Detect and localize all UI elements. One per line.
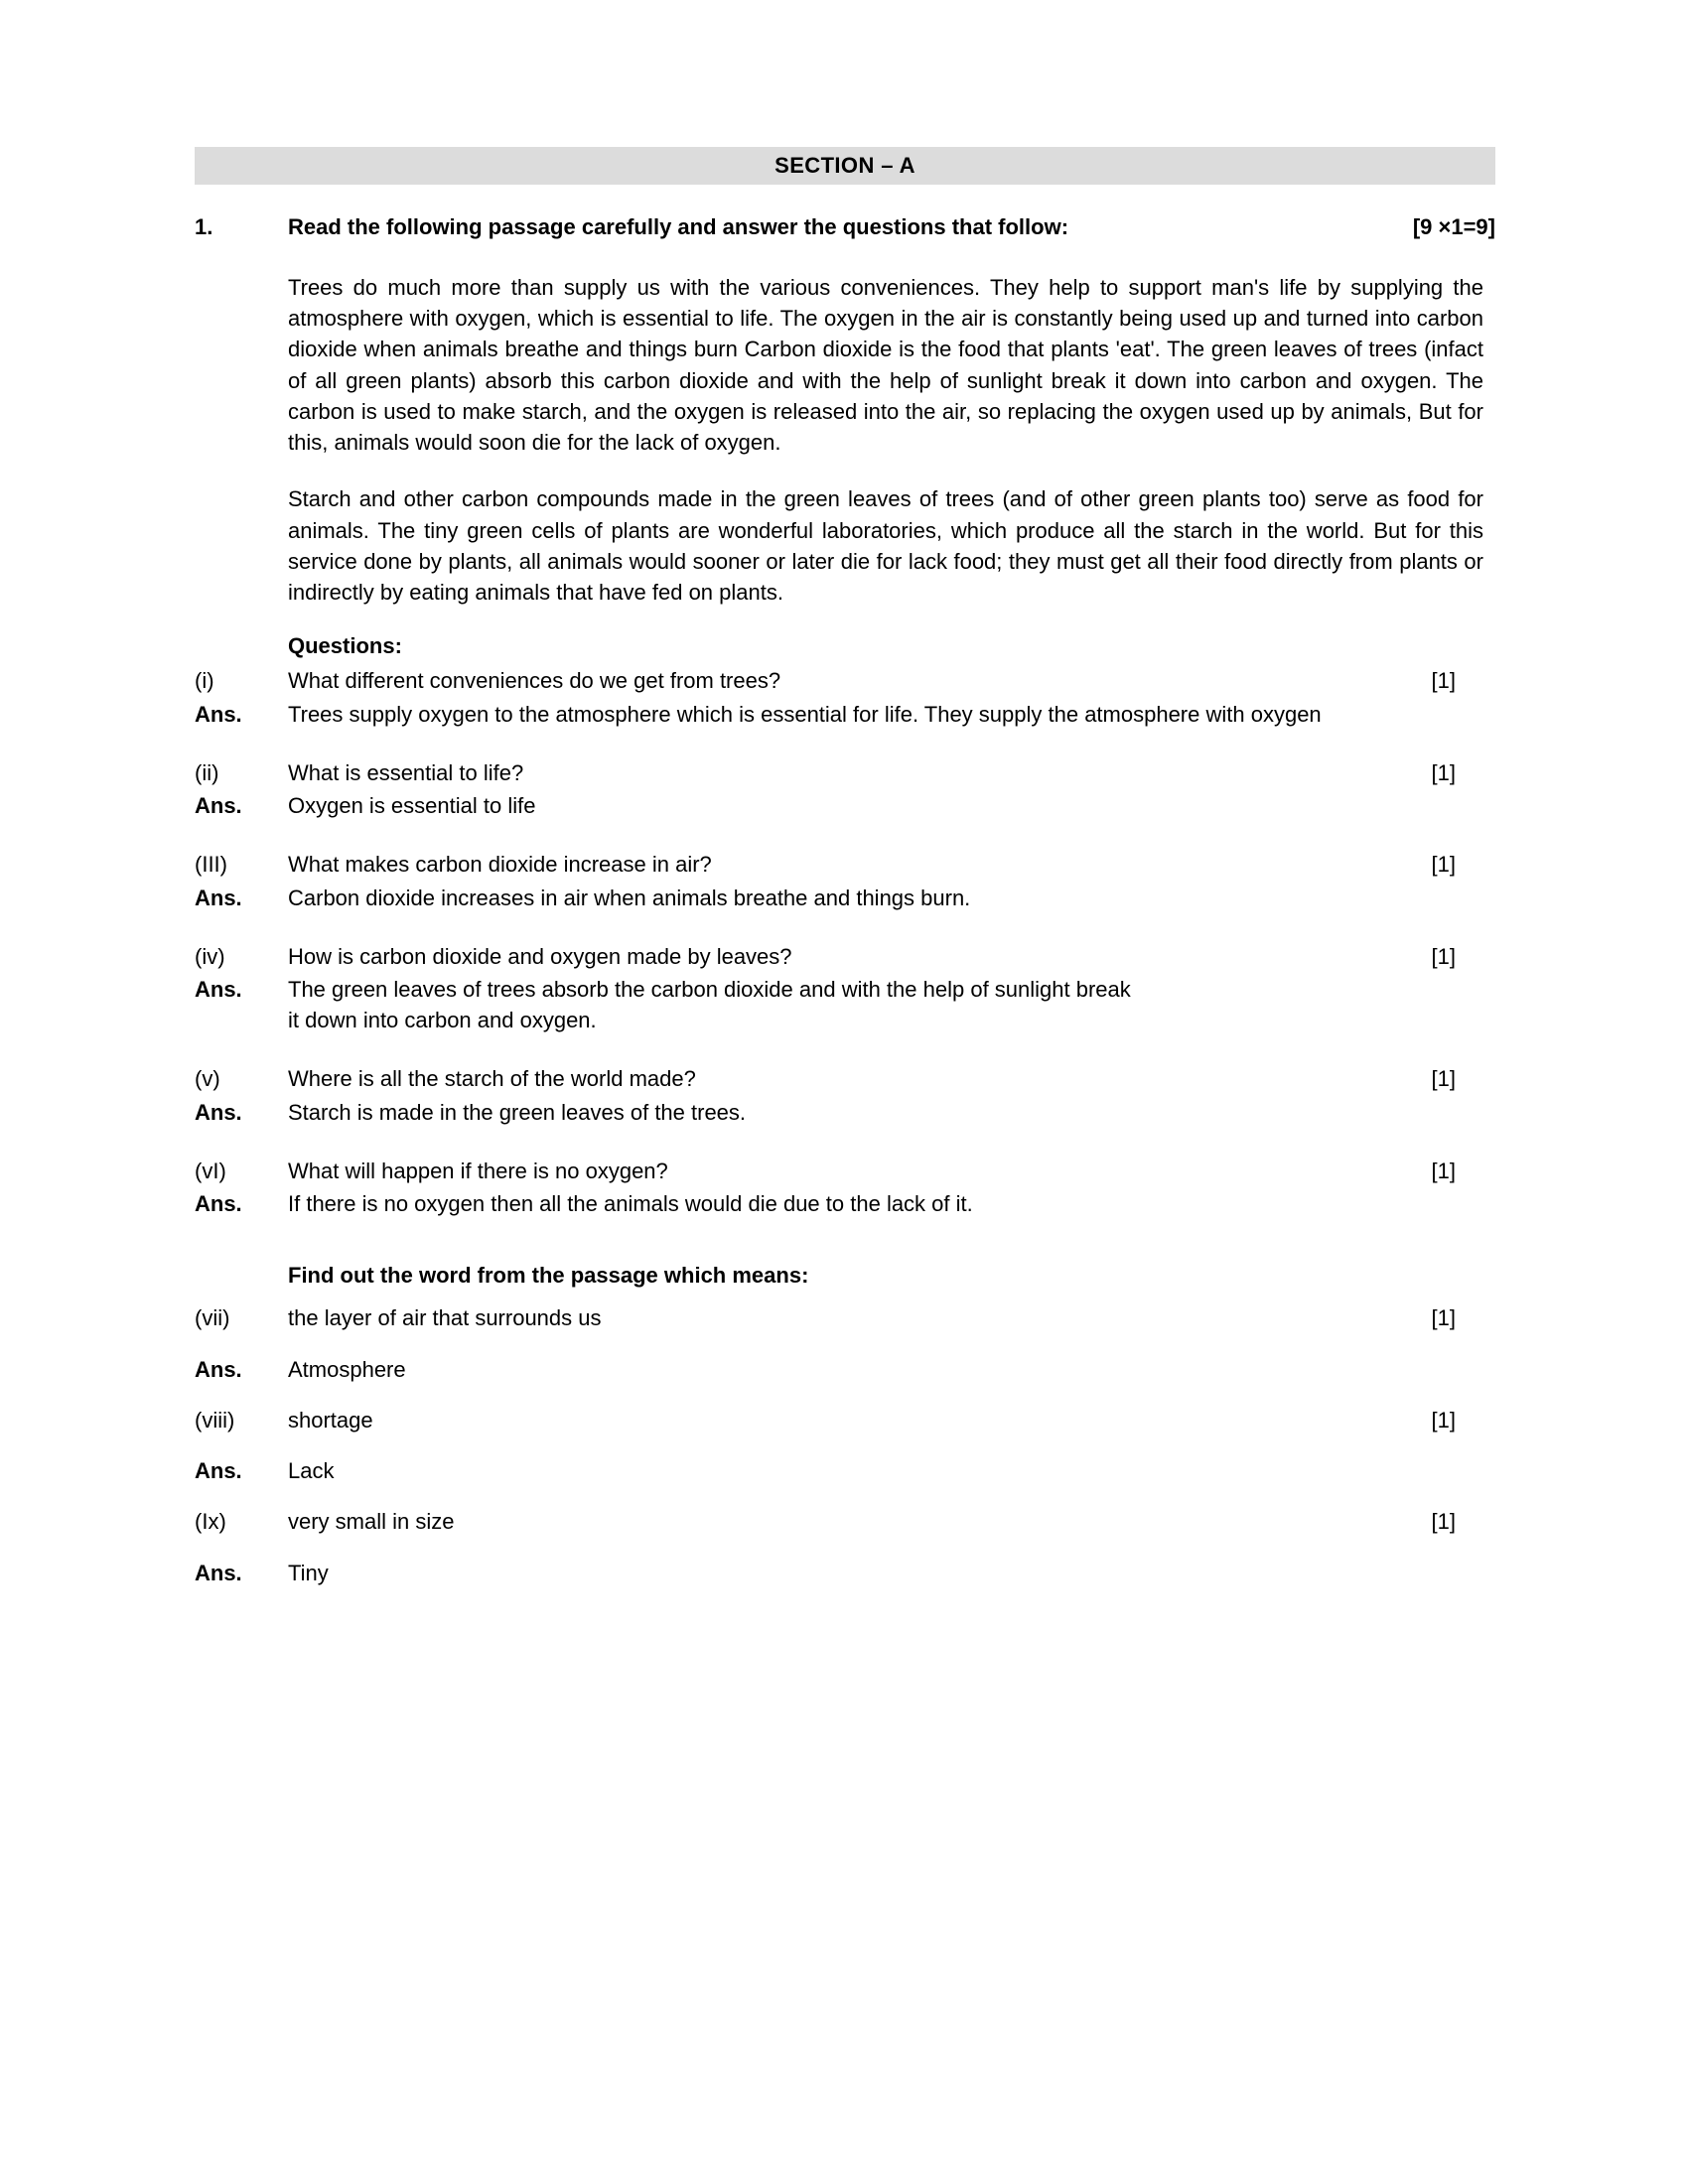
answer-label: Ans. — [195, 1099, 242, 1125]
answer-row — [195, 1558, 1495, 1588]
answer-text-continued: it down into carbon and oxygen. — [288, 1008, 597, 1033]
answer-text: Carbon dioxide increases in air when animals breathe and things burn. — [288, 885, 971, 910]
qa-group-i — [195, 665, 1495, 729]
question-numeral: (vI) — [195, 1158, 226, 1183]
question-title: Read the following passage carefully and answer the questions that follow: — [288, 214, 1069, 239]
question-text: What different conveniences do we get from trees? — [288, 668, 781, 694]
answer-label: Ans. — [195, 1356, 242, 1382]
answer-label: Ans. — [195, 1458, 242, 1484]
question-1-heading-row — [195, 214, 1495, 240]
question-numeral: (III) — [195, 852, 227, 878]
word-meaning-heading: Find out the word from the passage which means: — [288, 1263, 809, 1289]
answer-text: Tiny — [288, 1560, 329, 1585]
question-marks: [1] — [1431, 1158, 1456, 1183]
question-numeral: (ii) — [195, 759, 219, 785]
answer-label: Ans. — [195, 976, 242, 1002]
question-row — [195, 1156, 1495, 1186]
question-row — [195, 757, 1495, 788]
qa-group-vi — [195, 1156, 1495, 1219]
answer-label: Ans. — [195, 701, 242, 727]
question-row — [195, 1506, 1495, 1537]
word-meaning-list — [195, 1302, 1495, 1587]
answer-label: Ans. — [195, 885, 242, 910]
question-row — [195, 1302, 1495, 1333]
question-row — [195, 1063, 1495, 1094]
answer-text: Lack — [288, 1458, 335, 1484]
question-marks: [1] — [1431, 1066, 1456, 1092]
answer-text: Oxygen is essential to life — [288, 793, 536, 819]
question-row — [195, 941, 1495, 972]
answer-row — [195, 1188, 1495, 1219]
answer-label: Ans. — [195, 793, 242, 819]
answer-text: If there is no oxygen then all the animals would die due to the lack of it. — [288, 1191, 973, 1217]
question-marks: [1] — [1431, 1509, 1456, 1535]
reading-passage — [288, 272, 1483, 608]
passage-paragraph-2: Starch and other carbon compounds made in the green leaves of trees (and of other green plants too) serve as food for animals. The tiny green cells of plants are wonderful laboratories, which produce all the starch in the world. But for this service done by plants, all animals would sooner or later die for lack food; they must get all their food directly from plants or indirectly by eating animals that have fed on plants. — [288, 486, 1483, 606]
answer-text: Atmosphere — [288, 1356, 406, 1382]
question-marks: [1] — [1431, 943, 1456, 969]
question-marks: [1] — [1431, 1305, 1456, 1331]
answer-text: Trees supply oxygen to the atmosphere which is essential for life. They supply the atmosphere with oxygen — [288, 701, 1322, 727]
question-text: shortage — [288, 1407, 373, 1433]
question-text: Where is all the starch of the world made? — [288, 1066, 696, 1092]
answer-label: Ans. — [195, 1191, 242, 1217]
answer-label: Ans. — [195, 1560, 242, 1585]
question-text: How is carbon dioxide and oxygen made by leaves? — [288, 943, 792, 969]
answer-row — [195, 699, 1495, 730]
question-number: 1. — [195, 214, 213, 239]
answer-row — [195, 1354, 1495, 1385]
qa-group-iv — [195, 941, 1495, 1036]
answer-row — [195, 1455, 1495, 1486]
question-text: the layer of air that surrounds us — [288, 1305, 602, 1331]
question-marks: [1] — [1431, 852, 1456, 878]
question-numeral: (i) — [195, 668, 214, 694]
question-numeral: (v) — [195, 1066, 220, 1092]
question-text: What is essential to life? — [288, 759, 524, 785]
section-header-label: SECTION – A — [774, 153, 915, 178]
qa-group-v — [195, 1063, 1495, 1127]
answer-row — [195, 790, 1495, 821]
question-marks: [9 ×1=9] — [1412, 214, 1495, 239]
question-numeral: (iv) — [195, 943, 225, 969]
answer-text: The green leaves of trees absorb the carbon dioxide and with the help of sunlight break — [288, 976, 1131, 1002]
question-numeral: (Ix) — [195, 1509, 226, 1535]
question-text: What makes carbon dioxide increase in air? — [288, 852, 712, 878]
question-marks: [1] — [1431, 759, 1456, 785]
question-text: very small in size — [288, 1509, 455, 1535]
question-numeral: (vii) — [195, 1305, 230, 1331]
question-text: What will happen if there is no oxygen? — [288, 1158, 668, 1183]
question-marks: [1] — [1431, 1407, 1456, 1433]
question-numeral: (viii) — [195, 1407, 235, 1433]
question-row — [195, 1405, 1495, 1435]
questions-heading: Questions: — [288, 633, 402, 659]
passage-paragraph-1: Trees do much more than supply us with the various conveniences. They help to support man's life by supplying the atmosphere with oxygen, which is essential to life. The oxygen in the air is constantly being used up and turned into carbon dioxide when animals breathe and things burn Carbon dioxide is the food that plants 'eat'. The green leaves of trees (infact of all green plants) absorb this carbon dioxide and with the help of sunlight break it down into carbon and oxygen. The carbon is used to make starch, and the oxygen is released into the air, so replacing the oxygen used up by animals, But for this, animals would soon die for the lack of oxygen. — [288, 275, 1483, 456]
qa-group-iii — [195, 849, 1495, 912]
answer-row — [195, 1097, 1495, 1128]
qa-group-ii — [195, 757, 1495, 821]
question-marks: [1] — [1431, 668, 1456, 694]
section-header-band — [195, 147, 1495, 185]
answer-row — [195, 974, 1495, 1005]
page-content — [195, 147, 1495, 1608]
question-row — [195, 665, 1495, 696]
answer-text: Starch is made in the green leaves of the trees. — [288, 1099, 747, 1125]
answer-row — [195, 883, 1495, 913]
question-row — [195, 849, 1495, 880]
